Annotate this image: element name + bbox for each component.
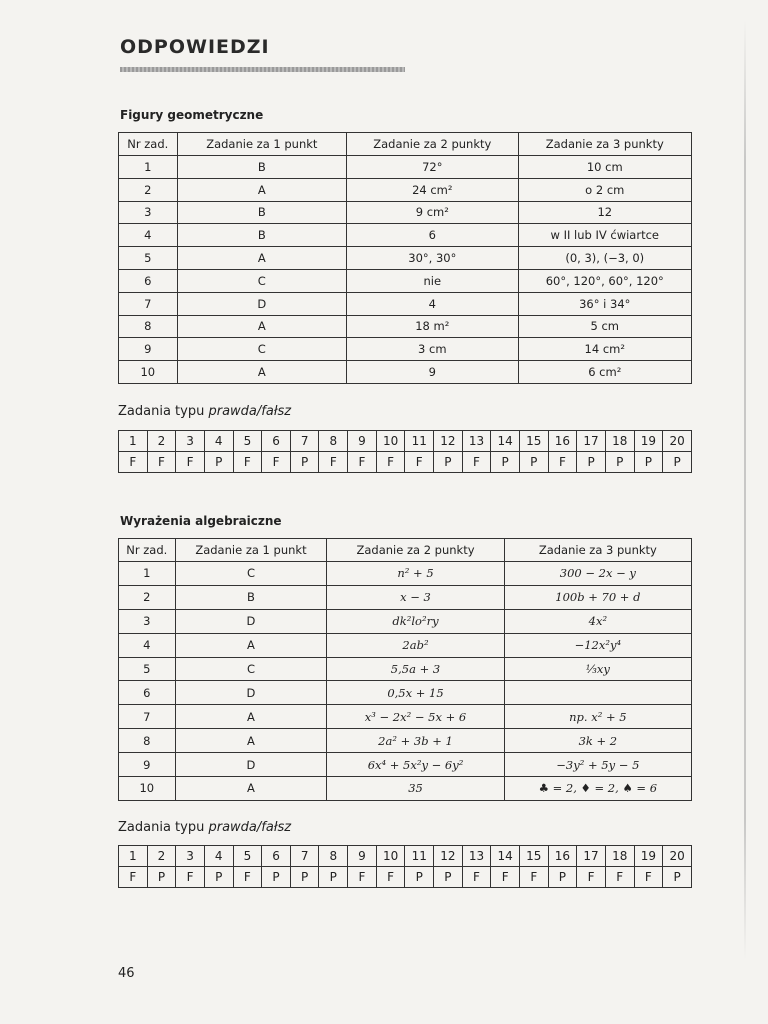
tf-number-cell: 18 <box>605 846 634 867</box>
tf-answer-cell: P <box>434 452 463 473</box>
table-row <box>119 338 692 361</box>
table-row <box>119 315 692 338</box>
tf-table-algebra <box>118 845 692 888</box>
tf-title-geometry <box>118 404 291 419</box>
answers-table-algebra <box>118 538 692 801</box>
tf-answer-cell: P <box>491 452 520 473</box>
tf-number-cell: 5 <box>233 431 262 452</box>
table-cell: 14 cm² <box>518 338 691 361</box>
table-cell: A <box>175 633 327 657</box>
answers-table-geometry <box>118 132 692 384</box>
tf-number-cell: 20 <box>663 846 692 867</box>
table-cell: 2 <box>119 585 176 609</box>
tf-answer-cell: F <box>605 867 634 888</box>
column-header: Zadanie za 2 punkty <box>347 133 518 156</box>
tf-number-cell: 13 <box>462 431 491 452</box>
table-row <box>119 585 692 609</box>
tf-answer-cell: P <box>605 452 634 473</box>
column-header: Nr zad. <box>119 539 176 562</box>
table-cell: C <box>177 269 346 292</box>
table-cell: 10 <box>119 777 176 801</box>
table-cell: 72° <box>347 156 518 179</box>
tf-number-cell: 14 <box>491 846 520 867</box>
tf-answer-cell: F <box>519 867 548 888</box>
table-cell: D <box>177 292 346 315</box>
tf-answer-cell: P <box>663 452 692 473</box>
table-cell: 5 <box>119 247 178 270</box>
tf-number-cell: 11 <box>405 846 434 867</box>
tf-answer-cell: F <box>176 452 205 473</box>
table-cell: n² + 5 <box>327 562 504 586</box>
tf-number-cell: 1 <box>119 431 148 452</box>
table-cell: 1 <box>119 562 176 586</box>
table-cell: 18 m² <box>347 315 518 338</box>
table-cell: 2ab² <box>327 633 504 657</box>
tf-table-geometry <box>118 430 692 473</box>
table-cell: (0, 3), (−3, 0) <box>518 247 691 270</box>
tf-number-cell: 8 <box>319 431 348 452</box>
tf-number-cell: 7 <box>290 846 319 867</box>
column-header: Zadanie za 2 punkty <box>327 539 504 562</box>
tf-number-cell: 3 <box>176 846 205 867</box>
tf-answer-cell: F <box>376 452 405 473</box>
table-cell: nie <box>347 269 518 292</box>
tf-number-cell: 5 <box>233 846 262 867</box>
title-underline <box>120 67 405 72</box>
tf-title-prefix: Zadania typu <box>118 820 209 835</box>
table-cell: A <box>175 729 327 753</box>
table-cell: 7 <box>119 705 176 729</box>
tf-number-cell: 19 <box>634 431 663 452</box>
table-cell: B <box>177 156 346 179</box>
table-cell: 36° i 34° <box>518 292 691 315</box>
tf-title-algebra <box>118 820 291 835</box>
table-cell: 1 <box>119 156 178 179</box>
table-cell: D <box>175 681 327 705</box>
table-cell: 10 <box>119 361 178 384</box>
tf-number-cell: 12 <box>434 846 463 867</box>
tf-number-cell: 17 <box>577 846 606 867</box>
table-cell: B <box>177 224 346 247</box>
table-cell: 2 <box>119 178 178 201</box>
tf-answer-cell: P <box>290 452 319 473</box>
tf-answer-cell: F <box>147 452 176 473</box>
table-row <box>119 753 692 777</box>
table-cell: 30°, 30° <box>347 247 518 270</box>
tf-number-cell: 18 <box>605 431 634 452</box>
table-cell: dk²lo²ry <box>327 609 504 633</box>
tf-answer-cell: F <box>233 867 262 888</box>
column-header: Zadanie za 3 punkty <box>518 133 691 156</box>
table-row <box>119 609 692 633</box>
table-row <box>119 777 692 801</box>
table-row <box>119 269 692 292</box>
tf-answer-cell: P <box>634 452 663 473</box>
page-edge-shadow <box>744 20 746 960</box>
column-header: Zadanie za 1 punkt <box>175 539 327 562</box>
table-row <box>119 201 692 224</box>
tf-number-cell: 6 <box>262 846 291 867</box>
tf-answer-cell: P <box>548 867 577 888</box>
table-row <box>119 247 692 270</box>
table-cell: 12 <box>518 201 691 224</box>
table-cell: A <box>175 777 327 801</box>
tf-answer-cell: F <box>462 867 491 888</box>
tf-number-cell: 12 <box>434 431 463 452</box>
tf-answer-cell: F <box>348 867 377 888</box>
column-header: Zadanie za 1 punkt <box>177 133 346 156</box>
tf-number-cell: 2 <box>147 431 176 452</box>
table-row <box>119 681 692 705</box>
tf-number-cell: 13 <box>462 846 491 867</box>
table-cell: 24 cm² <box>347 178 518 201</box>
tf-answer-cell: P <box>204 867 233 888</box>
tf-number-cell: 11 <box>405 431 434 452</box>
tf-answer-cell: F <box>491 867 520 888</box>
table-cell: A <box>175 705 327 729</box>
table-cell: 35 <box>327 777 504 801</box>
table-cell: 6x⁴ + 5x²y − 6y² <box>327 753 504 777</box>
table-cell: 6 cm² <box>518 361 691 384</box>
table-cell: 5,5a + 3 <box>327 657 504 681</box>
tf-number-cell: 4 <box>204 846 233 867</box>
tf-number-cell: 20 <box>663 431 692 452</box>
tf-number-cell: 15 <box>519 846 548 867</box>
tf-number-cell: 16 <box>548 846 577 867</box>
tf-number-cell: 1 <box>119 846 148 867</box>
table-cell: B <box>175 585 327 609</box>
tf-answer-cell: F <box>348 452 377 473</box>
tf-answer-cell: F <box>376 867 405 888</box>
table-cell: 8 <box>119 315 178 338</box>
table-cell: A <box>177 315 346 338</box>
tf-answer-cell: P <box>290 867 319 888</box>
tf-number-cell: 2 <box>147 846 176 867</box>
table-cell: 10 cm <box>518 156 691 179</box>
table-row <box>119 562 692 586</box>
table-cell: 0,5x + 15 <box>327 681 504 705</box>
table-row <box>119 292 692 315</box>
tf-number-cell: 3 <box>176 431 205 452</box>
table-cell: 7 <box>119 292 178 315</box>
page-number: 46 <box>118 966 135 981</box>
table-cell: o 2 cm <box>518 178 691 201</box>
table-cell: A <box>177 247 346 270</box>
tf-answer-cell: P <box>663 867 692 888</box>
tf-number-cell: 7 <box>290 431 319 452</box>
tf-number-cell: 15 <box>519 431 548 452</box>
tf-answer-cell: P <box>577 452 606 473</box>
table-row <box>119 729 692 753</box>
tf-answer-cell: F <box>548 452 577 473</box>
table-cell: 3 <box>119 201 178 224</box>
tf-answer-cell: P <box>262 867 291 888</box>
table-cell: C <box>175 562 327 586</box>
table-cell: 5 <box>119 657 176 681</box>
tf-number-cell: 10 <box>376 846 405 867</box>
tf-number-cell: 16 <box>548 431 577 452</box>
tf-number-cell: 19 <box>634 846 663 867</box>
tf-answer-cell: F <box>119 452 148 473</box>
table-cell: w II lub IV ćwiartce <box>518 224 691 247</box>
table-cell <box>504 681 691 705</box>
table-cell: np. x² + 5 <box>504 705 691 729</box>
table-cell: 4x² <box>504 609 691 633</box>
table-cell: 100b + 70 + d <box>504 585 691 609</box>
table-cell: 8 <box>119 729 176 753</box>
tf-answer-cell: F <box>405 452 434 473</box>
table-cell: D <box>175 753 327 777</box>
table-row <box>119 156 692 179</box>
tf-title-prefix: Zadania typu <box>118 404 209 419</box>
section-title-algebra: Wyrażenia algebraiczne <box>120 514 282 528</box>
table-cell: 6 <box>119 269 178 292</box>
table-cell: 9 <box>347 361 518 384</box>
table-cell: 4 <box>347 292 518 315</box>
tf-answer-cell: F <box>634 867 663 888</box>
column-header: Zadanie za 3 punkty <box>504 539 691 562</box>
page-title: ODPOWIEDZI <box>120 36 270 58</box>
column-header: Nr zad. <box>119 133 178 156</box>
table-cell: 6 <box>347 224 518 247</box>
tf-title-em: prawda/fałsz <box>208 404 292 419</box>
table-row <box>119 361 692 384</box>
table-cell: 5 cm <box>518 315 691 338</box>
tf-number-cell: 10 <box>376 431 405 452</box>
tf-answer-cell: F <box>119 867 148 888</box>
tf-number-cell: 8 <box>319 846 348 867</box>
table-cell: 6 <box>119 681 176 705</box>
table-cell: B <box>177 201 346 224</box>
table-cell: 9 <box>119 753 176 777</box>
table-cell: 3 <box>119 609 176 633</box>
table-cell: 3k + 2 <box>504 729 691 753</box>
table-cell: C <box>175 657 327 681</box>
table-cell: x − 3 <box>327 585 504 609</box>
table-cell: −12x²y⁴ <box>504 633 691 657</box>
tf-number-cell: 4 <box>204 431 233 452</box>
tf-answer-cell: F <box>176 867 205 888</box>
tf-answer-cell: P <box>405 867 434 888</box>
table-cell: A <box>177 361 346 384</box>
table-cell: C <box>177 338 346 361</box>
table-cell: −3y² + 5y − 5 <box>504 753 691 777</box>
table-cell: 2a² + 3b + 1 <box>327 729 504 753</box>
table-row <box>119 178 692 201</box>
table-cell: x³ − 2x² − 5x + 6 <box>327 705 504 729</box>
tf-number-cell: 9 <box>348 431 377 452</box>
section-title-geometry: Figury geometryczne <box>120 108 264 122</box>
tf-answer-cell: F <box>577 867 606 888</box>
tf-answer-cell: P <box>519 452 548 473</box>
table-cell: 4 <box>119 633 176 657</box>
tf-answer-cell: P <box>319 867 348 888</box>
table-cell: ♣ = 2, ♦ = 2, ♠ = 6 <box>504 777 691 801</box>
table-cell: ⅓xy <box>504 657 691 681</box>
tf-answer-cell: P <box>204 452 233 473</box>
tf-answer-cell: F <box>319 452 348 473</box>
tf-number-cell: 14 <box>491 431 520 452</box>
tf-answer-cell: P <box>434 867 463 888</box>
tf-number-cell: 6 <box>262 431 291 452</box>
tf-title-em: prawda/fałsz <box>208 820 292 835</box>
table-cell: 9 cm² <box>347 201 518 224</box>
table-cell: 3 cm <box>347 338 518 361</box>
table-cell: 4 <box>119 224 178 247</box>
table-cell: 60°, 120°, 60°, 120° <box>518 269 691 292</box>
table-row <box>119 657 692 681</box>
tf-number-cell: 9 <box>348 846 377 867</box>
tf-answer-cell: F <box>233 452 262 473</box>
table-cell: D <box>175 609 327 633</box>
table-row <box>119 633 692 657</box>
table-cell: A <box>177 178 346 201</box>
tf-answer-cell: P <box>147 867 176 888</box>
table-row <box>119 705 692 729</box>
table-cell: 9 <box>119 338 178 361</box>
table-row <box>119 224 692 247</box>
tf-number-cell: 17 <box>577 431 606 452</box>
tf-answer-cell: F <box>462 452 491 473</box>
table-cell: 300 − 2x − y <box>504 562 691 586</box>
tf-answer-cell: F <box>262 452 291 473</box>
